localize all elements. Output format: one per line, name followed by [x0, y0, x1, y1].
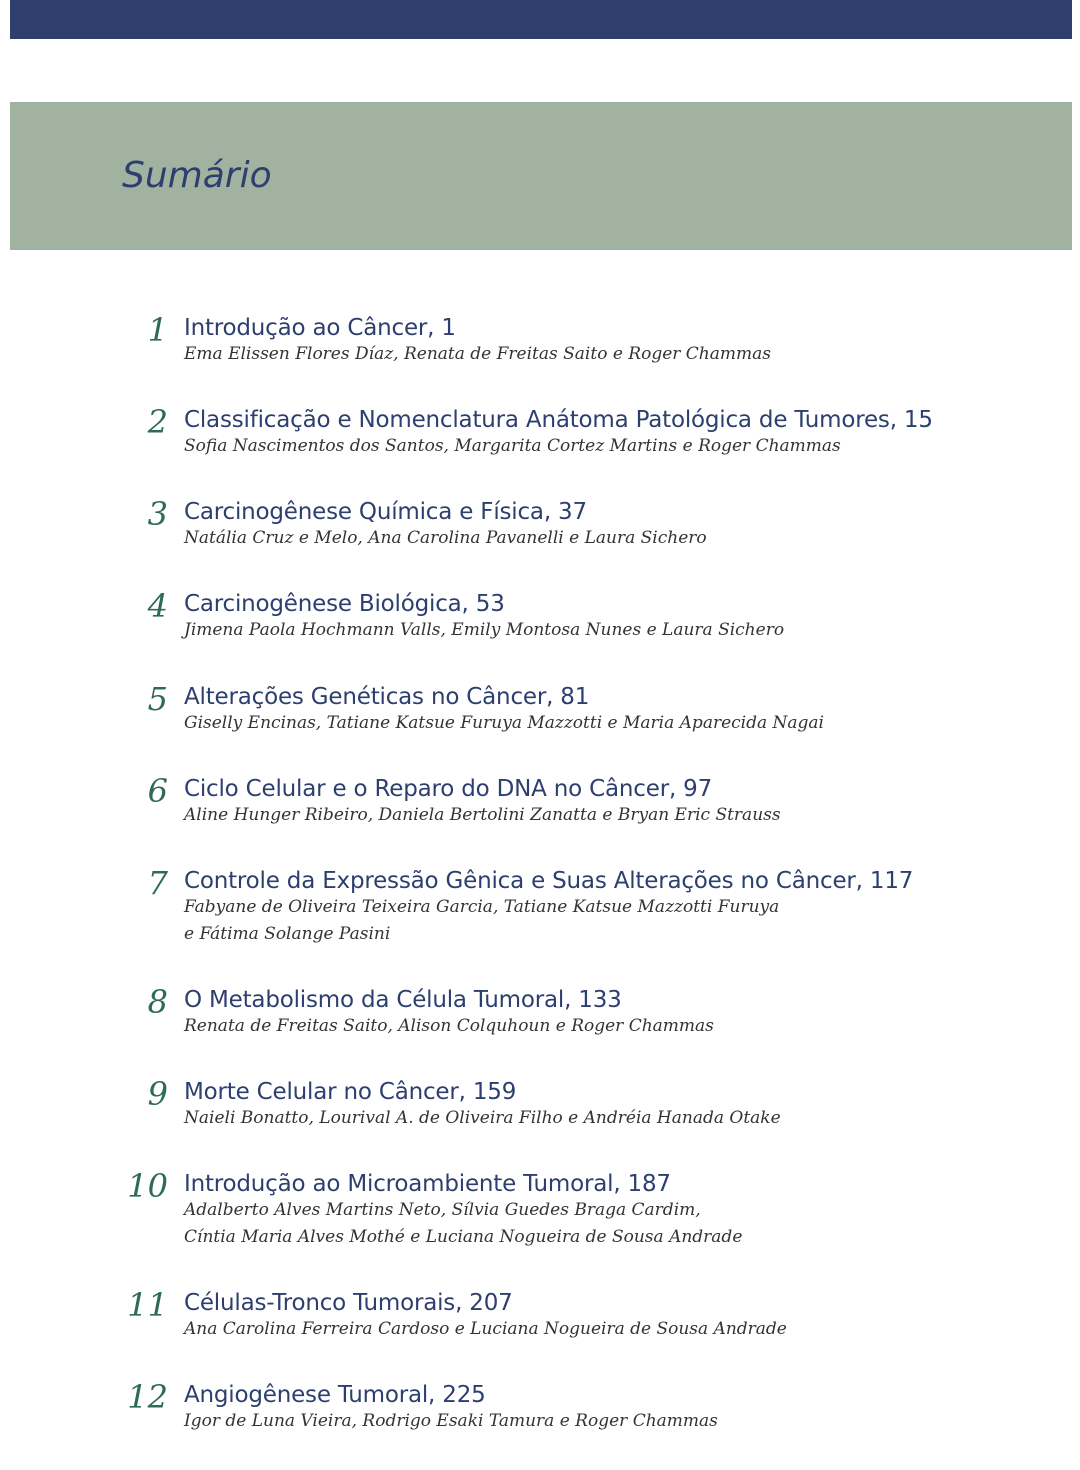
authors-line: Sofia Nascimentos dos Santos, Margarita Cortez Martins e Roger Chammas [184, 436, 841, 456]
chapter-title: O Metabolismo da Célula Tumoral, 133 [184, 987, 622, 1013]
page-title: Sumário [122, 155, 272, 196]
chapter-number: 9 [147, 1075, 168, 1113]
authors-line: Natália Cruz e Melo, Ana Carolina Pavanelli e Laura Sichero [184, 528, 707, 548]
chapter-title: Angiogênese Tumoral, 225 [184, 1382, 486, 1408]
authors-line: e Fátima Solange Pasini [184, 924, 391, 944]
authors-line: Ana Carolina Ferreira Cardoso e Luciana Nogueira de Sousa Andrade [184, 1319, 787, 1339]
chapter-number: 10 [127, 1167, 168, 1205]
chapter-authors [184, 802, 824, 829]
chapter-number: 8 [147, 983, 168, 1021]
chapter-number: 1 [147, 311, 168, 349]
authors-line: Ema Elissen Flores Díaz, Renata de Freitas Saito e Roger Chammas [184, 344, 771, 364]
chapter-number: 2 [147, 403, 168, 441]
authors-line: Fabyane de Oliveira Teixeira Garcia, Tatiane Katsue Mazzotti Furuya [184, 897, 780, 917]
chapter-authors [184, 894, 824, 948]
chapter-title: Introdução ao Câncer, 1 [184, 315, 456, 341]
authors-line: Aline Hunger Ribeiro, Daniela Bertolini Zanatta e Bryan Eric Strauss [184, 805, 781, 825]
chapter-title: Alterações Genéticas no Câncer, 81 [184, 684, 590, 710]
authors-line: Naieli Bonatto, Lourival A. de Oliveira Filho e Andréia Hanada Otake [184, 1108, 781, 1128]
chapter-number: 3 [147, 495, 168, 533]
authors-line: Renata de Freitas Saito, Alison Colquhoun e Roger Chammas [184, 1016, 714, 1036]
chapter-number: 12 [127, 1378, 168, 1416]
chapter-authors [184, 710, 824, 737]
authors-line: Giselly Encinas, Tatiane Katsue Furuya Mazzotti e Maria Aparecida Nagai [184, 713, 824, 733]
authors-line: Jimena Paola Hochmann Valls, Emily Montosa Nunes e Laura Sichero [184, 620, 785, 640]
chapter-authors [184, 1013, 824, 1040]
chapter-title: Ciclo Celular e o Reparo do DNA no Câncer, 97 [184, 776, 713, 802]
chapter-title: Introdução ao Microambiente Tumoral, 187 [184, 1171, 671, 1197]
chapter-authors [184, 1316, 824, 1343]
chapter-title: Células-Tronco Tumorais, 207 [184, 1290, 513, 1316]
chapter-title: Carcinogênese Biológica, 53 [184, 591, 505, 617]
chapter-authors [184, 1105, 824, 1132]
chapter-title: Carcinogênese Química e Física, 37 [184, 499, 587, 525]
chapter-title: Morte Celular no Câncer, 159 [184, 1079, 517, 1105]
chapter-authors [184, 1408, 824, 1435]
chapter-number: 4 [147, 587, 168, 625]
chapter-title: Classificação e Nomenclatura Anátoma Patológica de Tumores, 15 [184, 407, 933, 433]
authors-line: Igor de Luna Vieira, Rodrigo Esaki Tamura e Roger Chammas [184, 1411, 718, 1431]
chapter-number: 11 [127, 1286, 168, 1324]
authors-line: Cíntia Maria Alves Mothé e Luciana Nogueira de Sousa Andrade [184, 1227, 743, 1247]
chapter-number: 7 [147, 864, 168, 902]
chapter-title: Controle da Expressão Gênica e Suas Alterações no Câncer, 117 [184, 868, 914, 894]
chapter-authors [184, 525, 824, 552]
chapter-authors [184, 617, 824, 644]
chapter-authors [184, 433, 841, 460]
authors-line: Adalberto Alves Martins Neto, Sílvia Guedes Braga Cardim, [184, 1200, 701, 1220]
chapter-number: 6 [147, 772, 168, 810]
chapter-authors [184, 341, 824, 368]
chapter-authors [184, 1197, 824, 1251]
chapter-number: 5 [147, 680, 168, 718]
